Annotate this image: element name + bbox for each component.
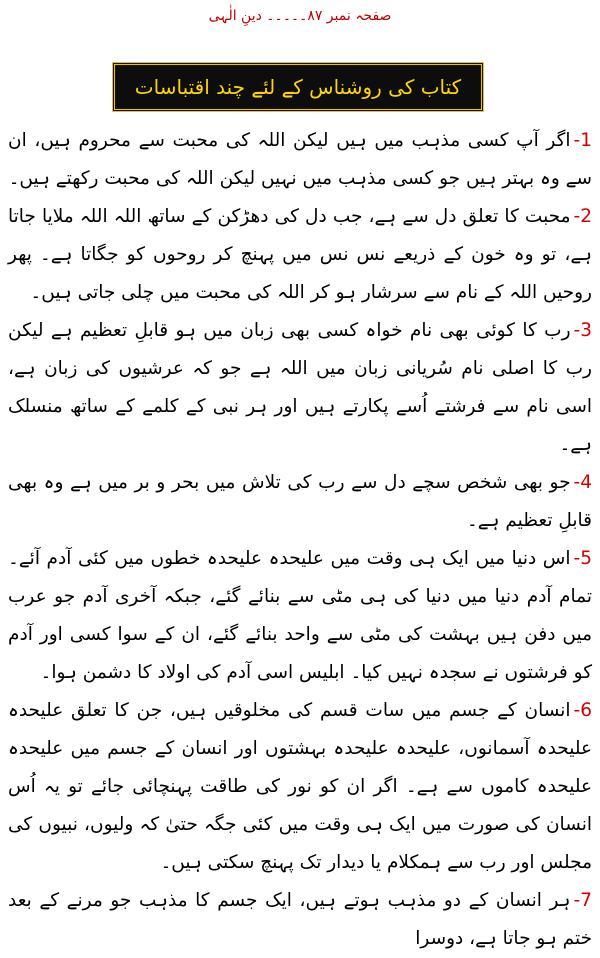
title-banner — [112, 62, 484, 112]
page-title: کتاب کی روشناس کے لئے چند اقتباسات — [134, 75, 462, 99]
quote-number: 3- — [573, 320, 592, 341]
quotes-list — [8, 122, 592, 949]
quote-text: رب کا کوئی بھی نام خواہ کسی بھی زبان میں ہو قابلِ تعظیم ہے لیکن رب کا اصلی نام سُریانی زبان میں اللہ ہے جو کہ عرشیوں کی زبان ہے، اسی نام سے فرشتے اُسے پکارتے ہیں اور ہر نبی کے کلمے کے ساتھ منسلک ہے۔ — [8, 320, 592, 455]
quote-number: 7- — [573, 890, 592, 911]
quote-item — [8, 692, 592, 882]
quote-number: 5- — [573, 548, 592, 569]
quote-number: 2- — [573, 206, 592, 227]
quote-text: اس دنیا میں ایک ہی وقت میں علیحدہ علیحدہ خطوں میں کئی آدم آئے۔ تمام آدم دنیا میں دنیا کی ہی مٹی سے بنائے گئے، جبکہ آخری آدم جو عرب میں دفن ہیں بہشت کی مٹی سے واحد بنائے گئے، ان کے سوا کسی اور آدم کو فرشتوں نے سجدہ نہیں کیا۔ ابلیس اسی آدم کی اولاد کا دشمن ہوا۔ — [8, 548, 592, 683]
quote-item — [8, 122, 592, 198]
quote-text: ہر انسان کے دو مذہب ہوتے ہیں، ایک جسم کا مذہب جو مرنے کے بعد ختم ہو جاتا ہے، دوسرا — [8, 890, 592, 949]
quote-number: 6- — [573, 700, 592, 721]
quote-item — [8, 882, 592, 958]
page-header: صفحہ نمبر ۸۷۔۔۔۔۔ دینِ الٰہی — [208, 8, 392, 24]
quote-text: اگر آپ کسی مذہب میں ہیں لیکن اللہ کی محبت سے محروم ہیں، ان سے وہ بہتر ہیں جو کسی مذہب میں نہیں لیکن اللہ کی محبت رکھتے ہیں۔ — [8, 130, 592, 189]
quote-text: انسان کے جسم میں سات قسم کی مخلوقیں ہیں، جن کا تعلق علیحدہ علیحدہ آسمانوں، علیحدہ علیحدہ بہشتوں اور انسان کے جسم میں علیحدہ علیحدہ کاموں سے ہے۔ اگر ان کو نور کی طاقت پہنچائی جائے تو یہ اُس انسان کی صورت میں ایک ہی وقت میں کئی جگہ حتیٰ کہ ولیوں، نبیوں کی مجلس اور رب سے ہمکلام یا دیدار تک پہنچ سکتی ہیں۔ — [8, 700, 592, 873]
quote-number: 1- — [573, 130, 592, 151]
quote-item — [8, 312, 592, 464]
quote-text: محبت کا تعلق دل سے ہے، جب دل کی دھڑکن کے ساتھ اللہ اللہ ملایا جاتا ہے، تو وہ خون کے ذریعے نس نس میں پہنچ کر روحوں کو جگاتا ہے۔ پھر روحیں اللہ کے نام سے سرشار ہو کر اللہ کی محبت میں چلی جاتی ہیں۔ — [8, 206, 592, 303]
quote-text: جو بھی شخص سچے دل سے رب کی تلاش میں بحر و بر میں ہے وہ بھی قابلِ تعظیم ہے۔ — [8, 472, 592, 531]
quote-number: 4- — [573, 472, 592, 493]
quote-item — [8, 464, 592, 540]
quote-item — [8, 198, 592, 312]
quote-item — [8, 540, 592, 692]
